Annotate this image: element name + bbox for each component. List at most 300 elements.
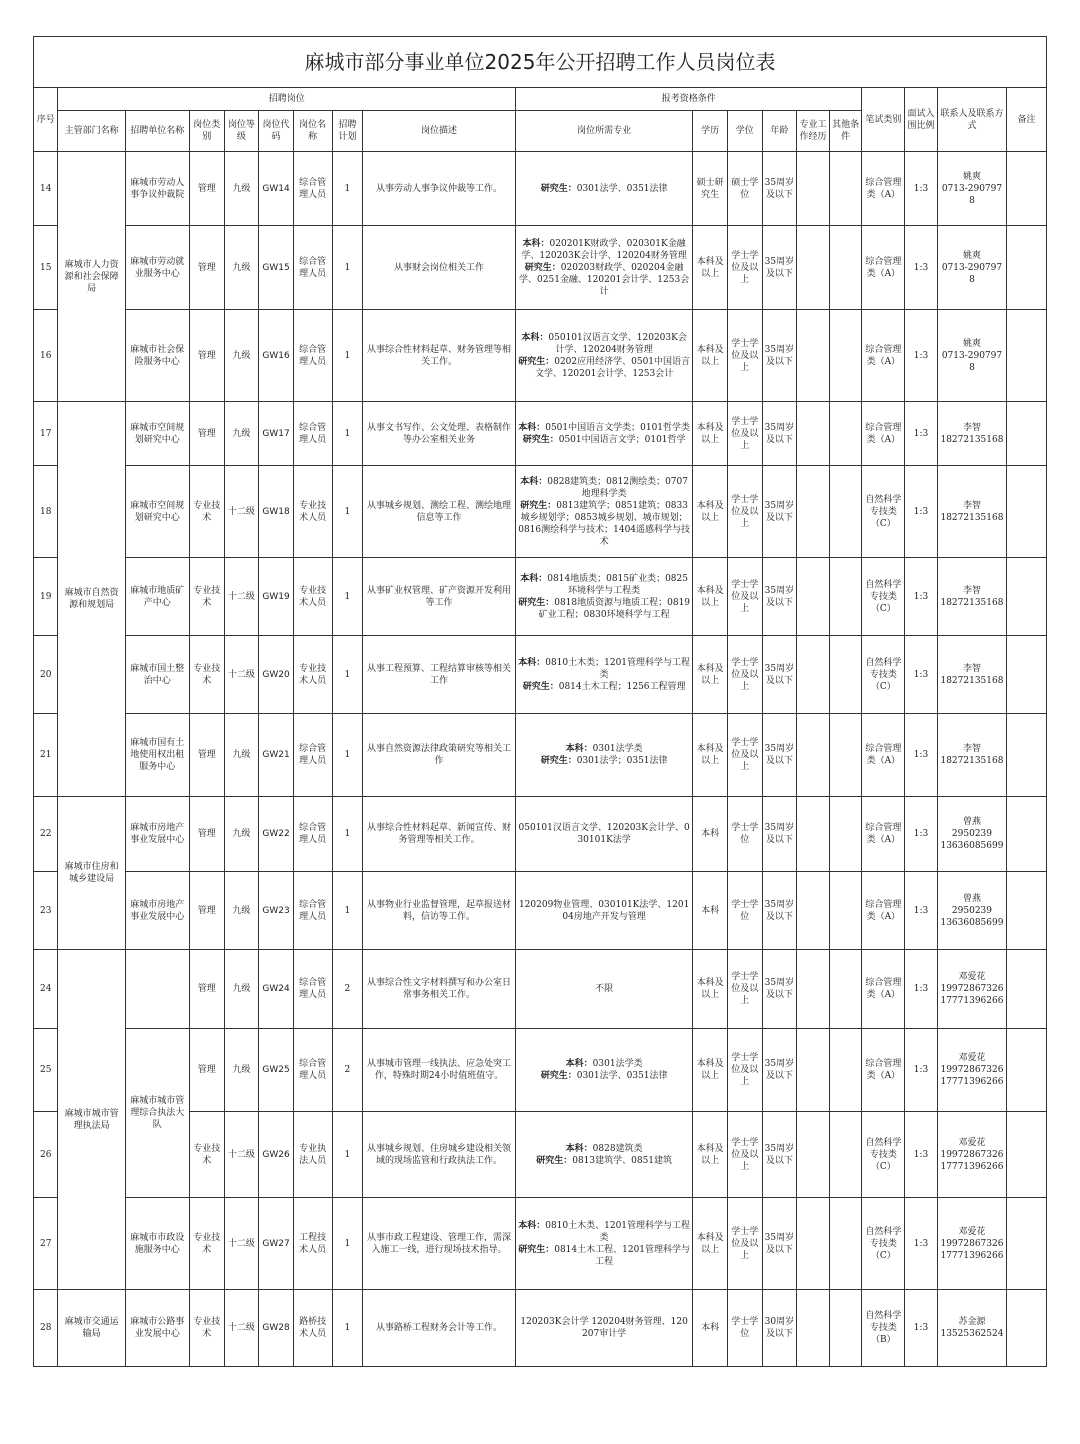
post-code-cell: GW16 [259, 310, 294, 402]
description-cell: 从事矿业权管理、矿产资源开发利用等工作 [363, 558, 516, 636]
age-cell: 35周岁及以下 [762, 558, 797, 636]
unit-cell: 麻城市地质矿产中心 [125, 558, 189, 636]
unit-cell: 麻城市空间规划研究中心 [125, 466, 189, 558]
grade-cell: 九级 [224, 950, 259, 1029]
major-cell [515, 872, 692, 950]
category-cell: 管理 [189, 310, 224, 402]
experience-cell [797, 1029, 830, 1112]
post-code-cell: GW15 [259, 226, 294, 310]
major-line [518, 1058, 690, 1070]
post-name-cell: 路桥技术人员 [293, 1290, 332, 1367]
table-row [34, 466, 1047, 558]
major-line [518, 500, 690, 548]
major-list: 0814地质类；0815矿业类；0825环境科学与工程类 [547, 573, 688, 596]
major-cell [515, 152, 692, 226]
experience-cell [797, 310, 830, 402]
plan-cell: 1 [332, 558, 363, 636]
post-name-cell: 综合管理人员 [293, 797, 332, 872]
description-cell: 从事城市管理一线执法、应急处突工作，特殊时期24小时值班值守。 [363, 1029, 516, 1112]
unit-cell: 麻城市市政设施服务中心 [125, 1198, 189, 1290]
exam-type-cell: 综合管理类（A） [862, 226, 905, 310]
ratio-cell: 1:3 [905, 797, 938, 872]
post-name-cell: 综合管理人员 [293, 226, 332, 310]
exam-type-cell: 自然科学专技类（C） [862, 1112, 905, 1198]
row-seq: 15 [34, 226, 58, 310]
post-name-cell: 综合管理人员 [293, 402, 332, 466]
other-cell [829, 1198, 862, 1290]
experience-cell [797, 226, 830, 310]
ratio-cell: 1:3 [905, 1290, 938, 1367]
grade-cell: 十二级 [224, 558, 259, 636]
post-code-cell: GW17 [259, 402, 294, 466]
major-level-label: 研究生： [522, 434, 559, 445]
experience-cell [797, 1290, 830, 1367]
major-level-label: 本科： [518, 1220, 546, 1231]
degree-cell: 学士学位及以上 [727, 310, 762, 402]
note-cell [1007, 152, 1047, 226]
row-seq: 19 [34, 558, 58, 636]
grade-cell: 九级 [224, 152, 259, 226]
education-cell: 本科 [693, 1290, 728, 1367]
major-list: 0810土木类、1201管理科学与工程类 [545, 1220, 691, 1243]
unit-cell: 麻城市城市管理综合执法大队 [125, 1029, 189, 1198]
contact-cell: 邓爱花 19972867326 17771396266 [937, 950, 1006, 1029]
plan-cell: 1 [332, 466, 363, 558]
row-seq: 26 [34, 1112, 58, 1198]
job-table [33, 36, 1047, 1367]
major-cell [515, 1029, 692, 1112]
category-cell: 专业技术 [189, 1290, 224, 1367]
row-seq: 22 [34, 797, 58, 872]
education-cell: 本科及以上 [693, 558, 728, 636]
table-row [34, 402, 1047, 466]
major-line [518, 1143, 690, 1155]
major-level-label: 本科： [522, 238, 550, 249]
exam-type-cell: 综合管理类（A） [862, 402, 905, 466]
degree-cell: 学士学位及以上 [727, 950, 762, 1029]
description-cell: 从事路桥工程财务会计等工作。 [363, 1290, 516, 1367]
header-dept: 主管部门名称 [58, 111, 125, 152]
post-name-cell: 专业技术人员 [293, 466, 332, 558]
description-cell: 从事劳动人事争议仲裁等工作。 [363, 152, 516, 226]
row-seq: 27 [34, 1198, 58, 1290]
note-cell [1007, 466, 1047, 558]
unit-cell: 麻城市劳动就业服务中心 [125, 226, 189, 310]
major-cell [515, 950, 692, 1029]
experience-cell [797, 1112, 830, 1198]
category-cell: 管理 [189, 872, 224, 950]
major-level-label: 研究生： [540, 1071, 577, 1081]
plan-cell: 1 [332, 797, 363, 872]
major-line [518, 1244, 690, 1268]
degree-cell: 学士学位及以上 [727, 1029, 762, 1112]
header-age: 年龄 [762, 111, 797, 152]
exam-type-cell: 自然科学专技类（B） [862, 1290, 905, 1367]
post-code-cell: GW24 [259, 950, 294, 1029]
category-cell: 管理 [189, 226, 224, 310]
note-cell [1007, 310, 1047, 402]
major-list: 不限 [595, 984, 614, 994]
contact-cell: 李智 18272135168 [937, 466, 1006, 558]
description-cell: 从事工程预算、工程结算审核等相关工作 [363, 636, 516, 714]
exam-type-cell: 综合管理类（A） [862, 1029, 905, 1112]
category-cell: 专业技术 [189, 1198, 224, 1290]
post-code-cell: GW23 [259, 872, 294, 950]
grade-cell: 九级 [224, 797, 259, 872]
category-cell: 管理 [189, 714, 224, 797]
experience-cell [797, 714, 830, 797]
grade-cell: 九级 [224, 872, 259, 950]
plan-cell: 1 [332, 872, 363, 950]
post-code-cell: GW14 [259, 152, 294, 226]
contact-cell: 曾燕 2950239 13636085699 [937, 797, 1006, 872]
table-row [34, 226, 1047, 310]
description-cell: 从事综合性材料起草、财务管理等相关工作。 [363, 310, 516, 402]
note-cell [1007, 558, 1047, 636]
table-row [34, 950, 1047, 1029]
major-list: 0301法学类 [592, 744, 643, 754]
major-cell [515, 1198, 692, 1290]
page-title: 麻城市部分事业单位2025年公开招聘工作人员岗位表 [34, 37, 1047, 88]
note-cell [1007, 402, 1047, 466]
other-cell [829, 950, 862, 1029]
ratio-cell: 1:3 [905, 152, 938, 226]
degree-cell: 学士学位及以上 [727, 1198, 762, 1290]
post-name-cell: 综合管理人员 [293, 310, 332, 402]
grade-cell: 九级 [224, 310, 259, 402]
exam-type-cell: 综合管理类（A） [862, 797, 905, 872]
header-other: 其他条件 [829, 111, 862, 152]
other-cell [829, 797, 862, 872]
major-cell [515, 558, 692, 636]
post-code-cell: GW25 [259, 1029, 294, 1112]
other-cell [829, 558, 862, 636]
unit-cell: 麻城市空间规划研究中心 [125, 402, 189, 466]
major-list: 0828建筑类 [592, 1143, 643, 1154]
plan-cell: 1 [332, 1290, 363, 1367]
description-cell: 从事城乡规划、住房城乡建设相关领域的现场监管和行政执法工作。 [363, 1112, 516, 1198]
unit-cell: 麻城市国有土地使用权出租服务中心 [125, 714, 189, 797]
major-list: 0814土木工程、1201管理科学与工程 [554, 1244, 691, 1267]
exam-type-cell: 综合管理类（A） [862, 310, 905, 402]
major-level-label: 本科： [565, 744, 593, 754]
note-cell [1007, 872, 1047, 950]
other-cell [829, 1112, 862, 1198]
major-level-label: 本科： [521, 332, 549, 343]
ratio-cell: 1:3 [905, 558, 938, 636]
contact-cell: 邓爱花 19972867326 17771396266 [937, 1112, 1006, 1198]
major-line [518, 899, 690, 923]
plan-cell: 1 [332, 226, 363, 310]
major-level-label: 本科： [518, 422, 546, 433]
major-cell [515, 714, 692, 797]
contact-cell: 曾燕 2950239 13636085699 [937, 872, 1006, 950]
major-cell [515, 310, 692, 402]
major-cell [515, 1290, 692, 1367]
row-seq: 16 [34, 310, 58, 402]
header-cat: 岗位类别 [189, 111, 224, 152]
post-name-cell: 综合管理人员 [293, 1029, 332, 1112]
major-list: 0301法学类 [592, 1059, 643, 1069]
post-code-cell: GW20 [259, 636, 294, 714]
table-row [34, 310, 1047, 402]
note-cell [1007, 1198, 1047, 1290]
other-cell [829, 226, 862, 310]
post-name-cell: 综合管理人员 [293, 950, 332, 1029]
plan-cell: 1 [332, 1198, 363, 1290]
major-list: 020203财政学、020204金融学、0251金融、120201会计学、1253会计 [519, 262, 690, 297]
header-exam: 笔试类别 [862, 88, 905, 152]
education-cell: 本科及以上 [693, 1198, 728, 1290]
major-list: 050101汉语言文学、120203K会计学、120204财务管理 [548, 332, 687, 355]
grade-cell: 十二级 [224, 1290, 259, 1367]
plan-cell: 1 [332, 1112, 363, 1198]
major-list: 050101汉语言文学、120203K会计学、030101K法学 [518, 823, 690, 845]
exam-type-cell: 综合管理类（A） [862, 950, 905, 1029]
major-level-label: 研究生： [522, 681, 559, 692]
description-cell: 从事市政工程建设、管理工作，需深入施工一线，进行现场技术指导。 [363, 1198, 516, 1290]
job-table-sheet [33, 36, 1047, 1367]
plan-cell: 1 [332, 310, 363, 402]
major-list: 0501中国语言文学；0101哲学 [558, 434, 686, 445]
degree-cell: 学士学位及以上 [727, 1112, 762, 1198]
contact-cell: 李智 18272135168 [937, 714, 1006, 797]
contact-cell: 姚爽 0713-2907978 [937, 226, 1006, 310]
major-list: 0202应用经济学、0501中国语言文学、120201会计学、1253会计 [534, 356, 691, 379]
education-cell: 本科及以上 [693, 402, 728, 466]
note-cell [1007, 636, 1047, 714]
header-major: 岗位所需专业 [515, 111, 692, 152]
major-list: 0301法学、0351法律 [576, 1071, 668, 1081]
contact-cell: 姚爽 0713-2907978 [937, 152, 1006, 226]
major-level-label: 研究生： [518, 597, 555, 608]
exam-type-cell: 综合管理类（A） [862, 872, 905, 950]
header-edu: 学历 [693, 111, 728, 152]
major-line [518, 743, 690, 755]
major-level-label: 研究生： [540, 756, 577, 766]
major-line [518, 476, 690, 500]
exam-type-cell: 自然科学专技类（C） [862, 466, 905, 558]
major-line [518, 422, 690, 434]
header-seq: 序号 [34, 88, 58, 152]
degree-cell: 学士学位 [727, 1290, 762, 1367]
experience-cell [797, 636, 830, 714]
other-cell [829, 636, 862, 714]
contact-cell: 姚爽 0713-2907978 [937, 310, 1006, 402]
category-cell: 管理 [189, 950, 224, 1029]
row-seq: 18 [34, 466, 58, 558]
category-cell: 管理 [189, 402, 224, 466]
age-cell: 35周岁及以下 [762, 310, 797, 402]
table-row [34, 636, 1047, 714]
category-cell: 专业技术 [189, 466, 224, 558]
other-cell [829, 714, 862, 797]
row-seq: 14 [34, 152, 58, 226]
major-list: 0828建筑类；0812测绘类；0707地理科学类 [547, 476, 688, 499]
header-exp: 专业工作经历 [797, 111, 830, 152]
unit-cell: 麻城市房地产事业发展中心 [125, 872, 189, 950]
major-line [518, 434, 690, 446]
category-cell: 专业技术 [189, 558, 224, 636]
major-list: 0818地质资源与地质工程；0819矿业工程；0830环境科学与工程 [538, 597, 691, 620]
note-cell [1007, 950, 1047, 1029]
major-level-label: 研究生： [518, 1244, 555, 1255]
ratio-cell: 1:3 [905, 714, 938, 797]
category-cell: 管理 [189, 1029, 224, 1112]
major-line [518, 1316, 690, 1340]
degree-cell: 学士学位及以上 [727, 226, 762, 310]
note-cell [1007, 797, 1047, 872]
ratio-cell: 1:3 [905, 636, 938, 714]
major-level-label: 研究生： [536, 1155, 573, 1166]
header-grade: 岗位等级 [224, 111, 259, 152]
major-line [518, 573, 690, 597]
major-level-label: 本科： [520, 476, 548, 487]
plan-cell: 1 [332, 714, 363, 797]
experience-cell [797, 797, 830, 872]
major-list: 0301法学；0351法律 [576, 756, 668, 766]
contact-cell: 李智 18272135168 [937, 636, 1006, 714]
table-row [34, 797, 1047, 872]
contact-cell: 苏金源 13525362524 [937, 1290, 1006, 1367]
major-level-label: 本科： [520, 573, 548, 584]
post-name-cell: 专业技术人员 [293, 636, 332, 714]
unit-cell: 麻城市国土整治中心 [125, 636, 189, 714]
row-seq: 25 [34, 1029, 58, 1112]
description-cell: 从事综合性材料起草、新闻宣传、财务管理等相关工作。 [363, 797, 516, 872]
age-cell: 35周岁及以下 [762, 402, 797, 466]
table-row [34, 714, 1047, 797]
experience-cell [797, 402, 830, 466]
major-line [518, 822, 690, 846]
major-list: 020201K财政学、020301K金融学、120203K会计学、120204财务管理 [521, 238, 687, 261]
post-code-cell: GW26 [259, 1112, 294, 1198]
row-seq: 21 [34, 714, 58, 797]
major-line [518, 356, 690, 380]
degree-cell: 学士学位及以上 [727, 714, 762, 797]
dept-cell: 麻城市住房和城乡建设局 [58, 797, 125, 950]
note-cell [1007, 1029, 1047, 1112]
note-cell [1007, 226, 1047, 310]
contact-cell: 李智 18272135168 [937, 402, 1006, 466]
description-cell: 从事自然资源法律政策研究等相关工作 [363, 714, 516, 797]
plan-cell: 2 [332, 1029, 363, 1112]
row-seq: 20 [34, 636, 58, 714]
description-cell: 从事综合性文字材料撰写和办公室日常事务相关工作。 [363, 950, 516, 1029]
degree-cell: 硕士学位 [727, 152, 762, 226]
education-cell: 本科及以上 [693, 714, 728, 797]
exam-type-cell: 综合管理类（A） [862, 152, 905, 226]
major-level-label: 研究生： [540, 183, 577, 194]
category-cell: 专业技术 [189, 636, 224, 714]
ratio-cell: 1:3 [905, 226, 938, 310]
degree-cell: 学士学位及以上 [727, 402, 762, 466]
major-cell [515, 466, 692, 558]
age-cell: 35周岁及以下 [762, 797, 797, 872]
note-cell [1007, 714, 1047, 797]
major-cell [515, 402, 692, 466]
dept-cell: 麻城市人力资源和社会保障局 [58, 152, 125, 402]
education-cell: 本科及以上 [693, 636, 728, 714]
major-level-label: 研究生： [524, 262, 561, 273]
post-code-cell: GW19 [259, 558, 294, 636]
note-cell [1007, 1290, 1047, 1367]
table-row [34, 152, 1047, 226]
major-cell [515, 636, 692, 714]
category-cell: 管理 [189, 797, 224, 872]
grade-cell: 十二级 [224, 1198, 259, 1290]
description-cell: 从事物业行业监督管理，起草报送材料，信访等工作。 [363, 872, 516, 950]
major-line [518, 1070, 690, 1082]
contact-cell: 邓爱花 19972867326 17771396266 [937, 1198, 1006, 1290]
plan-cell: 1 [332, 636, 363, 714]
header-pname: 岗位名称 [293, 111, 332, 152]
header-group-posts: 招聘岗位 [58, 88, 516, 111]
post-code-cell: GW28 [259, 1290, 294, 1367]
unit-cell: 麻城市劳动人事争议仲裁院 [125, 152, 189, 226]
age-cell: 35周岁及以下 [762, 1029, 797, 1112]
education-cell: 本科及以上 [693, 1029, 728, 1112]
education-cell: 本科 [693, 872, 728, 950]
post-name-cell: 综合管理人员 [293, 152, 332, 226]
table-row [34, 872, 1047, 950]
major-level-label: 本科： [518, 657, 546, 668]
post-name-cell: 工程技术人员 [293, 1198, 332, 1290]
major-line [518, 262, 690, 298]
table-row [34, 558, 1047, 636]
grade-cell: 九级 [224, 226, 259, 310]
major-line [518, 983, 690, 995]
header-degree: 学位 [727, 111, 762, 152]
major-list: 120209物业管理、030101K法学、120104房地产开发与管理 [518, 899, 690, 922]
plan-cell: 2 [332, 950, 363, 1029]
major-line [518, 1155, 690, 1167]
degree-cell: 学士学位及以上 [727, 466, 762, 558]
age-cell: 35周岁及以下 [762, 226, 797, 310]
exam-type-cell: 自然科学专技类（C） [862, 636, 905, 714]
row-seq: 17 [34, 402, 58, 466]
education-cell: 硕士研究生 [693, 152, 728, 226]
post-code-cell: GW18 [259, 466, 294, 558]
education-cell: 本科 [693, 797, 728, 872]
table-row [34, 1029, 1047, 1112]
other-cell [829, 310, 862, 402]
age-cell: 35周岁及以下 [762, 872, 797, 950]
age-cell: 35周岁及以下 [762, 714, 797, 797]
ratio-cell: 1:3 [905, 310, 938, 402]
experience-cell [797, 558, 830, 636]
education-cell: 本科及以上 [693, 950, 728, 1029]
major-line [518, 657, 690, 681]
major-level-label: 本科： [565, 1143, 593, 1154]
table-row [34, 1198, 1047, 1290]
note-cell [1007, 1112, 1047, 1198]
unit-cell [125, 950, 189, 1029]
major-line [518, 332, 690, 356]
age-cell: 35周岁及以下 [762, 466, 797, 558]
degree-cell: 学士学位及以上 [727, 636, 762, 714]
exam-type-cell: 综合管理类（A） [862, 714, 905, 797]
major-cell [515, 226, 692, 310]
unit-cell: 麻城市公路事业发展中心 [125, 1290, 189, 1367]
header-group-conditions: 报考资格条件 [515, 88, 861, 111]
other-cell [829, 872, 862, 950]
experience-cell [797, 1198, 830, 1290]
grade-cell: 十二级 [224, 1112, 259, 1198]
experience-cell [797, 466, 830, 558]
other-cell [829, 152, 862, 226]
plan-cell: 1 [332, 402, 363, 466]
